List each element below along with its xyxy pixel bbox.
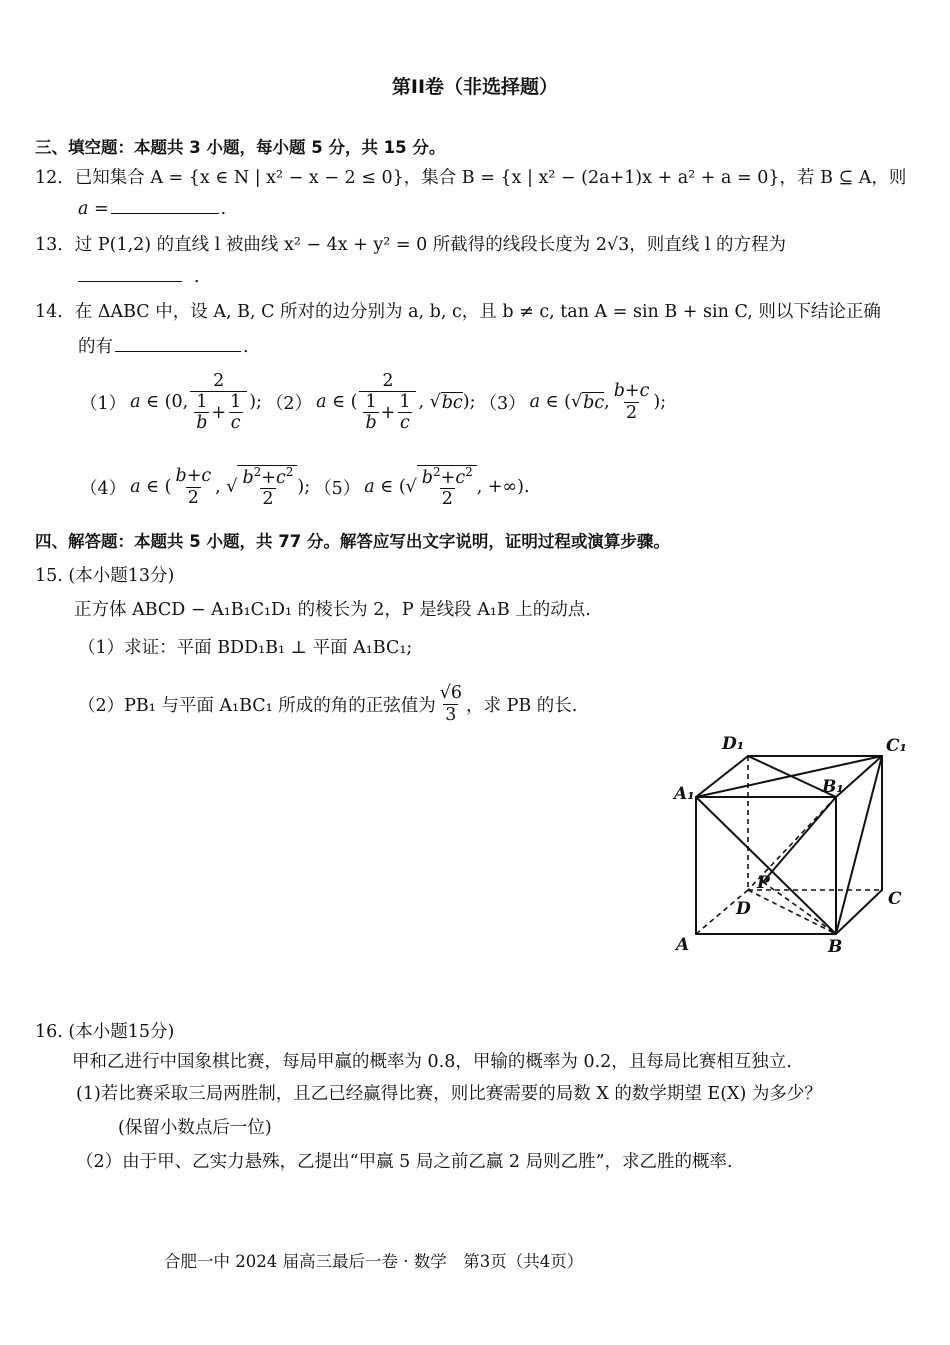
label-a: A: [676, 935, 690, 955]
q15-fraction-denominator: 3: [445, 704, 457, 725]
question-12: [35, 164, 906, 189]
q13-line2: [78, 267, 200, 287]
harmonic-fraction-1: 2 $\frac{1}{b}$ + $\frac{1}{c}$: [190, 371, 247, 433]
q16-stem: 甲和乙进行中国象棋比赛，每局甲赢的概率为 0.8，甲输的概率为 0.2，且每局比赛相互独立.: [72, 1052, 792, 1072]
q16-part1-note: (保留小数点后一位): [118, 1118, 272, 1138]
q15-stem: 正方体 ABCD − A₁B₁C₁D₁ 的棱长为 2，P 是线段 A₁B 上的动点.: [74, 600, 591, 620]
q16-part2: （2）由于甲、乙实力悬殊，乙提出“甲赢 5 局之前乙赢 2 局则乙胜”，求乙胜的概率.: [76, 1152, 733, 1172]
part4-header: 四、解答题：本题共 5 小题，共 77 分。解答应写出文字说明，证明过程或演算步骤。: [35, 532, 670, 551]
mean-fraction-1: $\frac{b+c}{2}$: [613, 381, 650, 423]
q15-part2: [78, 676, 577, 732]
harmonic-fraction-2: 2 $\frac{1}{b}$ + $\frac{1}{c}$: [359, 371, 416, 433]
q15-sine-fraction: [438, 683, 464, 724]
hidden-edge-d-b: [748, 890, 836, 934]
label-d1: D₁: [722, 734, 745, 754]
diagonal-a1-c1: [696, 756, 882, 797]
edge-c-b: [836, 890, 882, 934]
q12-line2: [78, 199, 226, 219]
q12-text-line1: 已知集合 A = {x ∈ N | x² − x − 2 ≤ 0}，集合 B = {x | x² − (2a+1)x + a² + a = 0}，若 B ⊆ A，则: [74, 168, 907, 188]
q15-fraction-numerator: √6: [439, 683, 463, 704]
q13-tail: .: [194, 267, 200, 287]
label-c: C: [888, 889, 902, 909]
q14-text-line2: 的有: [78, 337, 113, 357]
q14-options-row2: （4） a ∈ ( $\frac{b+c}{2}$ , √ $\frac{b^2+c^2}{2}$ ); （5） a ∈ (√ $\frac{b^2+c^2}{2}$ , +∞).: [80, 464, 530, 509]
label-d: D: [736, 899, 751, 919]
question-13: [35, 231, 786, 256]
label-c1: C₁: [886, 736, 907, 756]
q14-text-line1: 在 ΔABC 中，设 A, B, C 所对的边分别为 a, b, c，且 b ≠ c, tan A = sin B + sin C, 则以下结论正确: [74, 302, 881, 322]
q12-number: 12．: [35, 168, 75, 188]
q15-title: 15. (本小题13分): [35, 566, 175, 586]
q14-line2: [78, 333, 249, 358]
q13-text-line1: 过 P(1,2) 的直线 l 被曲线 x² − 4x + y² = 0 所截得的线段长度为 2√3，则直线 l 的方程为: [74, 235, 787, 255]
q13-number: 13．: [35, 235, 75, 255]
q14-tail: .: [243, 337, 249, 357]
diagonal-a1-b: [696, 797, 836, 934]
q13-answer-blank[interactable]: [78, 280, 182, 282]
part3-header: 三、填空题：本题共 3 小题，每小题 5 分，共 15 分。: [35, 138, 446, 157]
question-14: [35, 298, 881, 323]
q16-part1: (1)若比赛采取三局两胜制，且乙已经赢得比赛，则比赛需要的局数 X 的数学期望 E(X) 为多少？: [76, 1084, 822, 1104]
q14-option-3-label: （3）: [479, 393, 526, 414]
label-b: B: [828, 937, 843, 957]
q14-option-2-label: （2）: [265, 393, 313, 414]
segment-b1-p: [763, 797, 836, 882]
q12-answer-blank[interactable]: [111, 212, 219, 214]
q14-option-5-label: （5）: [314, 478, 361, 499]
q16-title: 16. (本小题15分): [35, 1022, 175, 1042]
hidden-segment-p-b: [763, 882, 836, 934]
label-a1: A₁: [674, 784, 695, 804]
q15-part2-text-b: ，求 PB 的长.: [466, 695, 578, 716]
label-p: P: [757, 873, 770, 893]
q14-option-4-label: （4）: [80, 478, 127, 499]
q14-answer-blank[interactable]: [115, 350, 241, 352]
q12-tail: .: [220, 199, 227, 219]
q14-option-1-label: （1）: [80, 393, 127, 414]
mean-fraction-2: $\frac{b+c}{2}$: [175, 466, 212, 508]
q14-options-row1: （1） a ∈ (0, 2 $\frac{1}{b}$ + $\frac{1}{c}$ ); （2） a ∈ ( 2 $\frac{1}{b}$ + $\frac{1}{c}$ , √ bc ); （3） a ∈ (√ bc , $\frac{b+c}{2}$ );: [80, 370, 667, 434]
page-footer: 合肥一中 2024 届高三最后一卷 · 数学 第3页（共4页）: [164, 1252, 584, 1271]
q14-number: 14．: [35, 302, 75, 322]
q12-text-line2: a =: [78, 199, 109, 219]
label-b1: B₁: [822, 777, 844, 797]
q15-part2-text-a: （2）PB₁ 与平面 A₁BC₁ 所成的角的正弦值为: [78, 695, 436, 716]
cube-figure: [660, 728, 920, 963]
section-title: 第II卷（非选择题）: [391, 76, 559, 98]
q15-part1: （1）求证：平面 BDD₁B₁ ⊥ 平面 A₁BC₁;: [78, 638, 413, 658]
